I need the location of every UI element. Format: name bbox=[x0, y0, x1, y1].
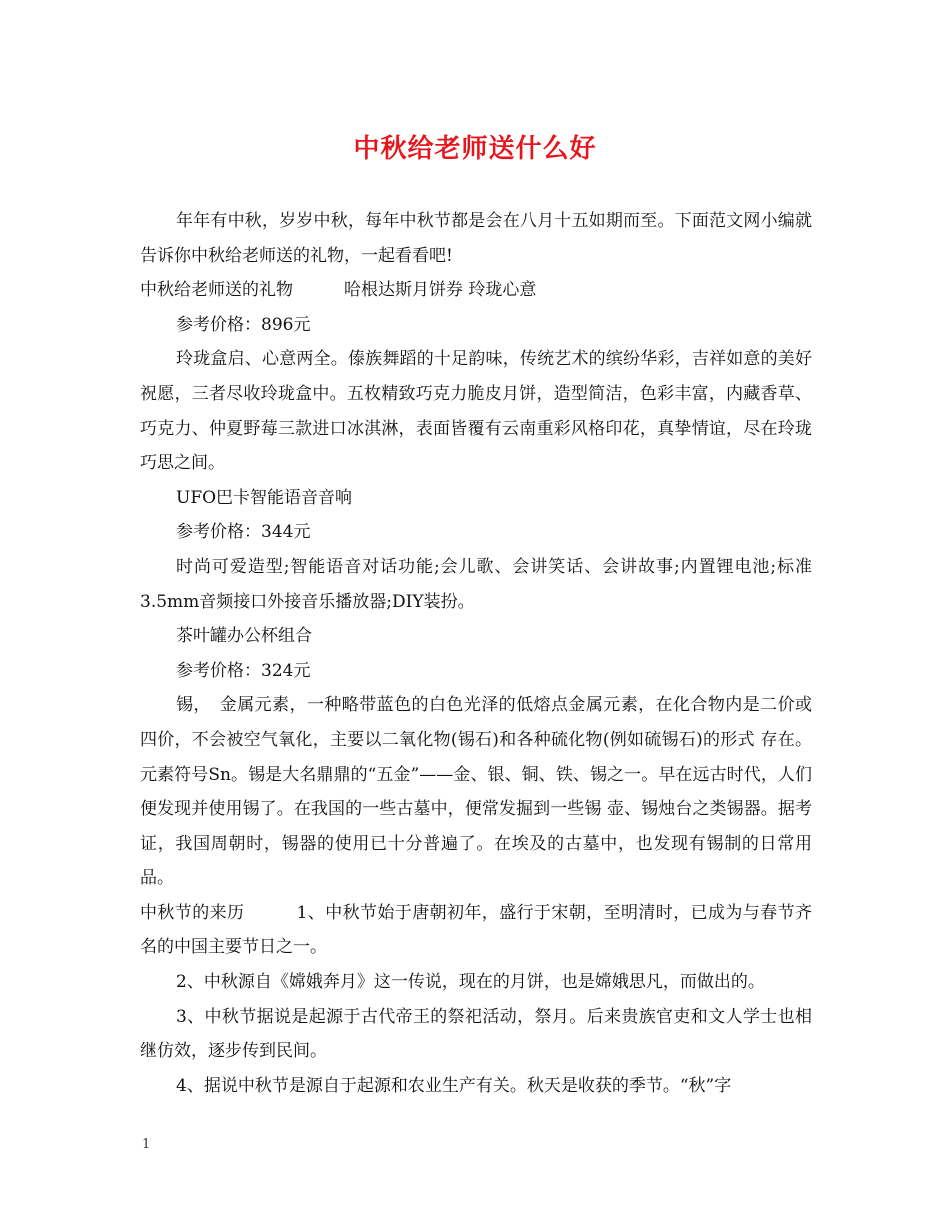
paragraph-gift-3-name: 茶叶罐办公杯组合 bbox=[176, 626, 312, 647]
paragraph-price-3: 参考价格：324元 bbox=[176, 660, 311, 681]
paragraph-gift-heading: 中秋给老师送的礼物 哈根达斯月饼券 玲珑心意 bbox=[140, 280, 537, 301]
paragraph-origin-2: 2、中秋源自《嫦娥奔月》这一传说，现在的月饼，也是嫦娥思凡，而做出的。 bbox=[176, 972, 765, 993]
paragraph-intro: 年年有中秋，岁岁中秋，每年中秋节都是会在八月十五如期而至。下面范文网小编就告诉你中秋给老师送的礼物，一起看看吧! bbox=[140, 211, 812, 266]
page-number: 1 bbox=[142, 1137, 151, 1152]
paragraph-origin-1: 中秋节的来历 1、中秋节始于唐朝初年，盛行于宋朝，至明清时，已成为与春节齐名的中国主要节日之一。 bbox=[140, 902, 812, 958]
paragraph-gift-2-desc: 时尚可爱造型;智能语音对话功能;会儿歌、会讲笑话、会讲故事;内置锂电池;标准3.5mm音频接口外接音乐播放器;DIY装扮。 bbox=[140, 556, 812, 612]
paragraph-gift-2-name: UFO巴卡智能语音音响 bbox=[176, 487, 353, 508]
document-title: 中秋给老师送什么好 bbox=[353, 134, 597, 164]
paragraph-origin-3: 3、中秋节据说是起源于古代帝王的祭祀活动，祭月。后来贵族官吏和文人学士也相继仿效，逐步传到民间。 bbox=[140, 1006, 812, 1062]
paragraph-price-1: 参考价格：896元 bbox=[176, 314, 311, 335]
paragraph-gift-1-desc: 玲珑盒启、心意两全。傣族舞蹈的十足韵味，传统艺术的缤纷华彩，吉祥如意的美好祝愿，三者尽收玲珑盒中。五枚精致巧克力脆皮月饼，造型简洁，色彩丰富，内藏香草、巧克力、仲夏野莓三款进口冰淇淋，表面皆覆有云南重彩风格印花，真挚情谊，尽在玲珑巧思之间。 bbox=[140, 349, 812, 474]
paragraph-origin-4: 4、据说中秋节是源自于起源和农业生产有关。秋天是收获的季节。“秋”字 bbox=[176, 1075, 732, 1096]
paragraph-gift-3-desc: 锡， 金属元素，一种略带蓝色的白色光泽的低熔点金属元素，在化合物内是二价或四价，不会被空气氧化，主要以二氧化物(锡石)和各种硫化物(例如硫锡石)的形式 存在。元素符号Sn。锡是大名鼎鼎的“五金”——金、银、铜、铁、锡之一。早在远古时代，人们便发现并使用锡了。在我国的一些古墓中，便常发掘到一些锡 壶、锡烛台之类锡器。据考证，我国周朝时，锡器的使用已十分普遍了。在埃及的古墓中，也发现有锡制的日常用品。 bbox=[140, 695, 812, 889]
paragraph-price-2: 参考价格：344元 bbox=[176, 522, 311, 543]
document-body bbox=[140, 204, 812, 1103]
